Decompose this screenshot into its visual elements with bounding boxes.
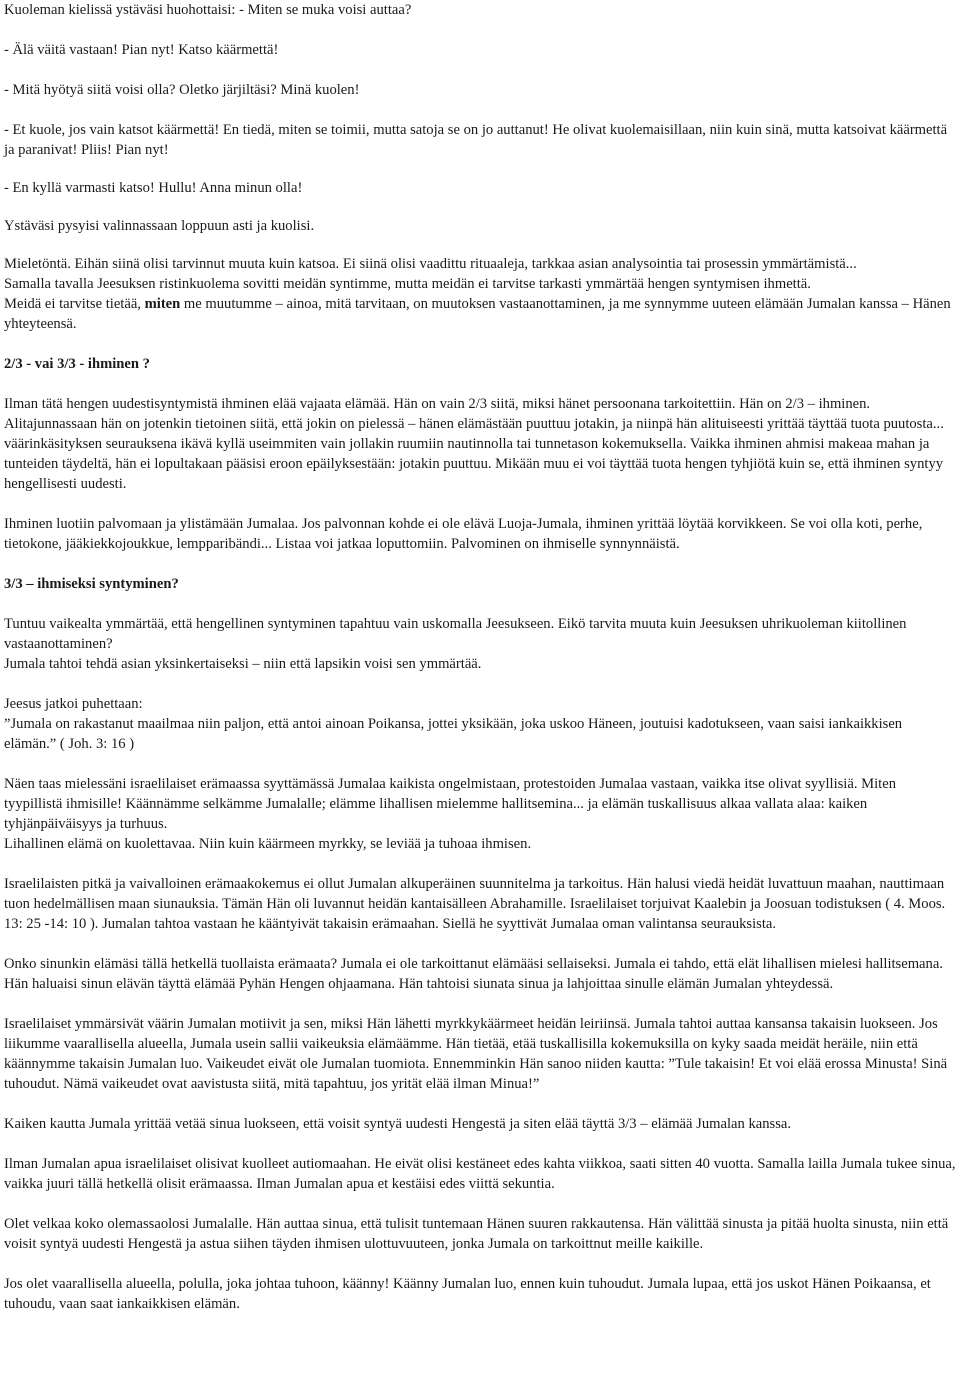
paragraph: Kaiken kautta Jumala yrittää vetää sinua luokseen, että voisit syntyä uudesti Hengestä ja siten elää täyttä 3/3 – elämää Jumalan kanssa. [4,1116,792,1132]
paragraph: Jumala tahtoi tehdä asian yksinkertaiseksi – niin että lapsikin voisi sen ymmärtää. [4,656,482,672]
section-heading [4,354,956,374]
paragraph: Näen taas mielessäni israelilaiset erämaassa syyttämässä Jumalaa kaikista ongelmistaan, protestoiden Jumalaa vastaan, vaikka itse olivat syyllisiä. Miten tyypillistä ihmisille! Käännämme selkämme Jumalalle; elämme lihallisen mielemme hallitsemina... ja elämän tuskallisuus alkaa vallata alaa: kaiken tyhjänpäiväisyys ja turhuus. [4,776,896,832]
paragraph: - Et kuole, jos vain katsot käärmettä! En tiedä, miten se toimii, mutta satoja se on jo auttanut! He olivat kuolemaisillaan, niin kuin sinä, mutta katsoivat käärmettä ja paranivat! Pliis! Pian nyt! [4,122,948,158]
paragraph: Onko sinunkin elämäsi tällä hetkellä tuollaista erämaata? Jumala ei ole tarkoittanut elämääsi sellaiseksi. Jumala ei tahdo, että elät lihallisen mielesi hallitsemana. Hän haluaisi sinun elävän täyttä elämää Pyhän Hengen ohjaamana. Hän tahtoisi siunata sinua ja lahjoittaa sinulle elämän Jumalan yhteydessä. [4,956,943,992]
paragraph: Israelilaisten pitkä ja vaivalloinen erämaakokemus ei ollut Jumalan alkuperäinen suunnitelma ja tarkoitus. Hän halusi viedä heidät luvattuun maahan, nauttimaan tuon hedelmällisen maan siunauksia. Tämän Hän oli luvannut heidän kantaisälleen Abrahamille. Israelilaiset torjuivat Kaalebin ja Joosuan todistuksen ( 4. Moos. 13: 25 -14: 10 ). Jumalan tahtoa vastaan he kääntyivät takaisin erämaahan. Siellä he syyttivät Jumalaa oman valintansa seurauksista. [4,876,946,932]
paragraph: - Mitä hyötyä siitä voisi olla? Oletko järjiltäsi? Minä kuolen! [4,82,360,98]
paragraph: Jos olet vaarallisella alueella, polulla, joka johtaa tuhoon, käänny! Käänny Jumalan luo, ennen kuin tuhoudut. Jumala lupaa, että jos uskot Hänen Poikaansa, et tuhoudu, vaan saat iankaikkisen elämän. [4,1276,931,1312]
paragraph: - En kyllä varmasti katso! Hullu! Anna minun olla! [4,180,303,196]
emphasis-text: miten [144,296,181,312]
paragraph: Ihminen luotiin palvomaan ja ylistämään Jumalaa. Jos palvonnan kohde ei ole elävä Luoja-Jumala, ihminen yrittää löytää korvikkeen. Se voi olla koti, perhe, tietokone, jääkiekkojoukkue, lempparibändi... Listaa voi jatkaa loputtomiin. Palvominen on ihmiselle synnynnäistä. [4,516,923,552]
paragraph: Kuoleman kielissä ystäväsi huohottaisi: - Miten se muka voisi auttaa? [4,2,412,18]
paragraph: Tuntuu vaikealta ymmärtää, että hengellinen syntyminen tapahtuu vain uskomalla Jeesukseen. Eikö tarvita muuta kuin Jeesuksen uhrikuoleman kiitollinen vastaanottaminen? [4,616,907,652]
paragraph-part: me muutumme – ainoa, mitä tarvitaan, on muutoksen vastaanottaminen, ja me synnymme uuteen elämään Jumalan kanssa – Hänen yhteyteensä. [4,296,951,332]
section-heading [4,574,956,594]
paragraph: Ilman tätä hengen uudestisyntymistä ihminen elää vajaata elämää. Hän on vain 2/3 siitä, miksi hänet persoonana tarkoitettiin. Hän on 2/3 – ihminen. Alitajunnassaan hän on jotenkin tietoinen siitä, että jokin on pielessä – hänen elämästään puuttuu jotakin, ja niinpä hän alituiseesti yrittää täyttää tuota puutosta... väärinkäsityksen seurauksena ikävä kyllä useimmiten vain jollakin ruumiin nautinnolla tai tunnetason kokemuksella. Vaikka ihminen ahmisi makeaa mahan ja tunteiden täydeltä, hän ei lopultakaan pääsisi eroon epäilyksestään: jotakin puuttuu. Mikään muu ei voi täyttää tuota hengen tyhjiötä kuin se, että ihminen syntyy hengellisesti uudesti. [4,396,944,492]
paragraph: Jeesus jatkoi puhettaan: [4,696,143,712]
paragraph: Lihallinen elämä on kuolettavaa. Niin kuin käärmeen myrkky, se leviää ja tuhoaa ihmisen. [4,836,532,852]
paragraph: Ilman Jumalan apua israelilaiset olisivat kuolleet autiomaahan. He eivät olisi kestäneet edes kahta viikkoa, saati sitten 40 vuotta. Samalla lailla Jumala tukee sinua, vaikka juuri tällä hetkellä olisit erämaassa. Ilman Jumalan apua et kestäisi edes viittä sekuntia. [4,1156,956,1192]
paragraph [4,294,956,334]
paragraph: Olet velkaa koko olemassaolosi Jumalalle. Hän auttaa sinua, että tulisit tuntemaan Hänen suuren rakkautensa. Hän välittää sinusta ja pitää huolta sinusta, niin että voisit syntyä uudesti Hengestä ja astua siihen täyden ihmisen ulottuvuuteen, jonka Jumala on tarkoittnut meille kaikille. [4,1216,949,1252]
paragraph: Ystäväsi pysyisi valinnassaan loppuun asti ja kuolisi. [4,218,315,234]
paragraph: Mieletöntä. Eihän siinä olisi tarvinnut muuta kuin katsoa. Ei siinä olisi vaadittu rituaaleja, tarkkaa asian analysointia tai prosessin ymmärtämistä... [4,256,857,272]
section-heading-text: 3/3 – ihmiseksi syntyminen? [4,576,179,592]
section-heading-text: 2/3 - vai 3/3 - ihminen ? [4,356,150,372]
bible-quote: ”Jumala on rakastanut maailmaa niin paljon, että antoi ainoan Poikansa, jottei yksikään, joka uskoo Häneen, joutuisi kadotukseen, vaan saisi iankaikkisen elämän.” ( Joh. 3: 16 ) [4,716,903,752]
paragraph: Samalla tavalla Jeesuksen ristinkuolema sovitti meidän syntimme, mutta meidän ei tarvitse tarkasti ymmärtää hengen syntymisen ihmettä. [4,276,811,292]
paragraph: - Älä väitä vastaan! Pian nyt! Katso käärmettä! [4,42,279,58]
paragraph-part: Meidä ei tarvitse tietää, [4,296,145,312]
paragraph: Israelilaiset ymmärsivät väärin Jumalan motiivit ja sen, miksi Hän lähetti myrkkykäärmeet heidän leiriinsä. Jumala tahtoi auttaa kansansa takaisin luokseen. Jos liikumme vaarallisella alueella, Jumala usein sallii vaikeuksia elämäämme. Hän tietää, etää tuskallisilla kokemuksilla on kyky saada meidät heräile, niin että käännymme takaisin Jumalan luo. Vaikeudet eivät ole Jumalan tuomiota. Ennemminkin Hän sanoo niiden kautta: ”Tule takaisin! Et voi elää erossa Minusta! Sinä tuhoudut. Nämä vaikeudet ovat aavistusta siitä, mitä tapahtuu, jos yrität elää ilman Minua!” [4,1016,948,1092]
